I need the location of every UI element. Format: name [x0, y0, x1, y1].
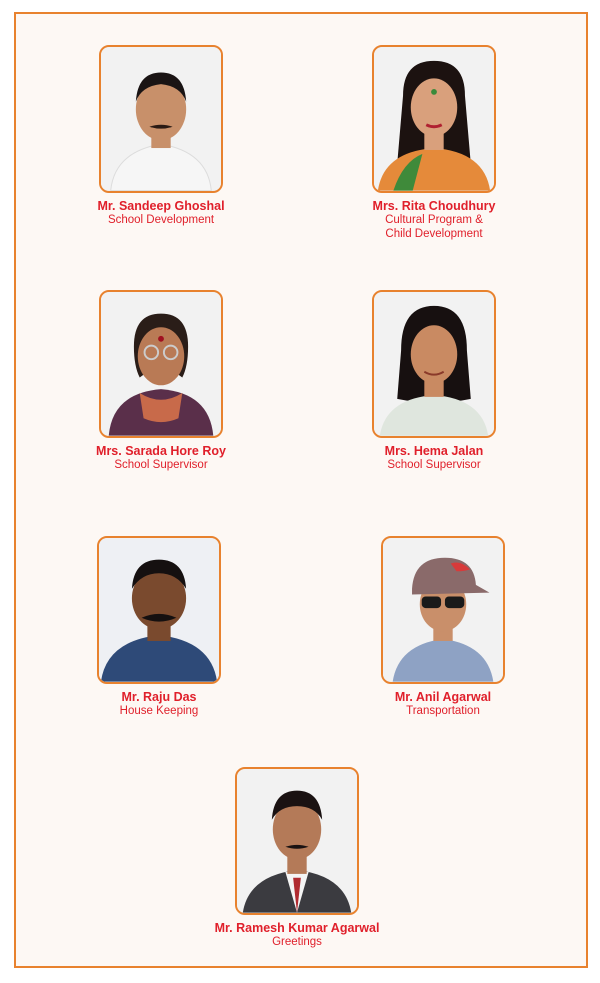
portrait-placeholder	[237, 769, 357, 913]
staff-role: School Supervisor	[114, 459, 208, 471]
staff-role: Cultural Program &	[385, 214, 483, 226]
staff-name: Mr. Sandeep Ghoshal	[97, 199, 225, 213]
staff-card-sandeep-ghoshal	[61, 45, 261, 227]
portrait-placeholder	[374, 47, 494, 191]
portrait-placeholder	[383, 538, 503, 682]
staff-role: School Supervisor	[387, 459, 481, 471]
staff-role: Greetings	[272, 936, 322, 948]
staff-name: Mr. Anil Agarwal	[394, 690, 492, 704]
staff-card-rita-choudhury	[334, 45, 534, 241]
staff-name: Mr. Ramesh Kumar Agarwal	[214, 921, 380, 935]
portrait-placeholder	[101, 292, 221, 436]
portrait-photo	[372, 290, 496, 438]
portrait-placeholder	[99, 538, 219, 682]
staff-role: House Keeping	[119, 705, 199, 717]
staff-name: Mr. Raju Das	[121, 690, 197, 704]
staff-role-line2: Child Development	[385, 228, 483, 240]
portrait-photo	[381, 536, 505, 684]
portrait-placeholder	[101, 47, 221, 191]
staff-card-raju-das	[59, 536, 259, 718]
staff-card-ramesh-kumar-agarwal	[197, 767, 397, 949]
staff-name: Mrs. Sarada Hore Roy	[96, 444, 226, 458]
staff-card-anil-agarwal	[343, 536, 543, 718]
staff-name: Mrs. Hema Jalan	[384, 444, 484, 458]
staff-name: Mrs. Rita Choudhury	[372, 199, 496, 213]
portrait-placeholder	[374, 292, 494, 436]
portrait-photo	[99, 45, 223, 193]
portrait-photo	[235, 767, 359, 915]
staff-card-hema-jalan	[334, 290, 534, 472]
staff-role: Transportation	[406, 705, 480, 717]
staff-role: School Development	[107, 214, 215, 226]
portrait-photo	[99, 290, 223, 438]
staff-card-sarada-hore-roy	[61, 290, 261, 472]
portrait-photo	[372, 45, 496, 193]
portrait-photo	[97, 536, 221, 684]
